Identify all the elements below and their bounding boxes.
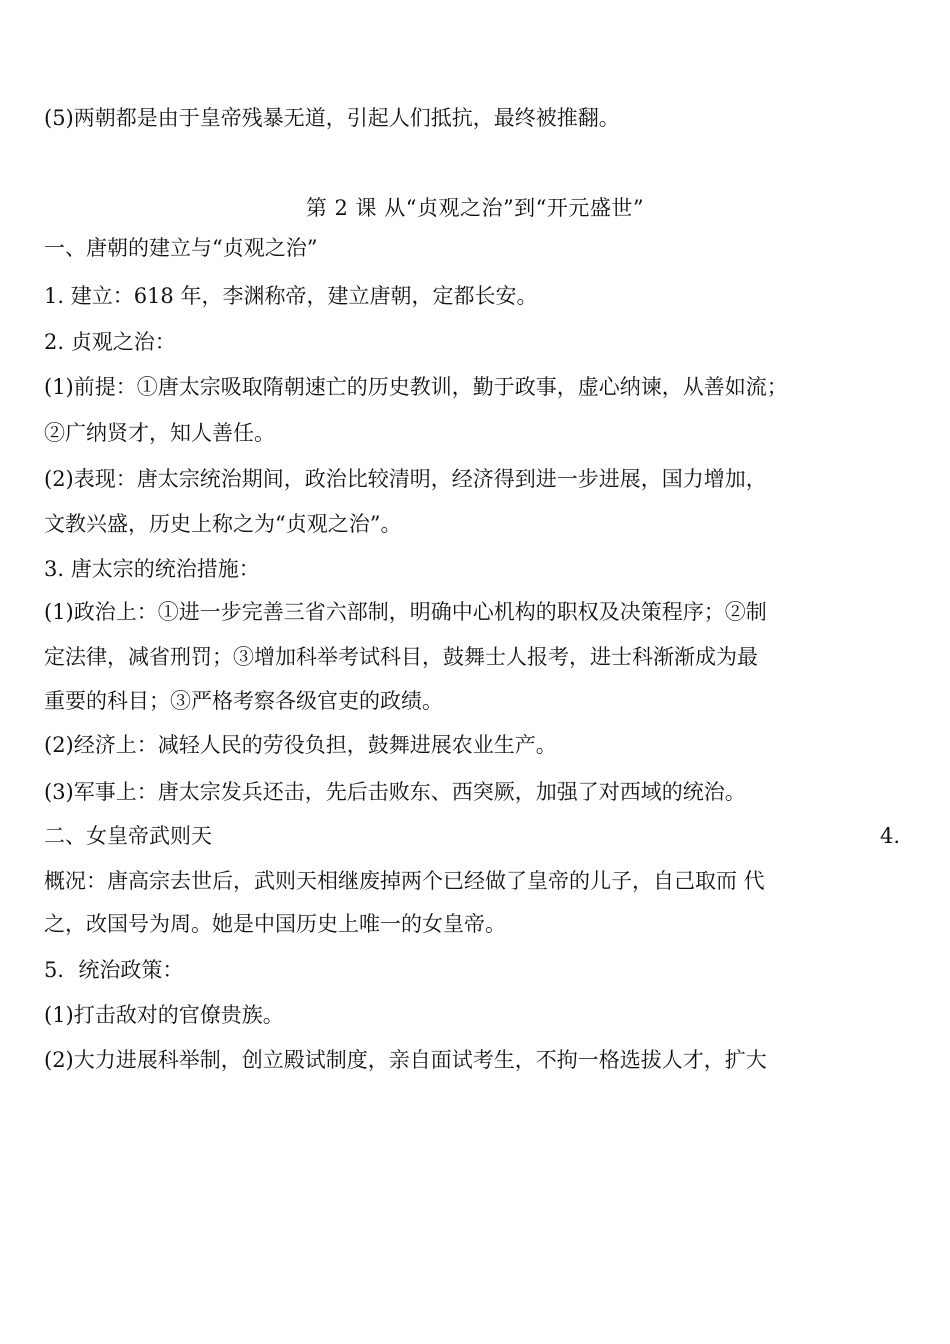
item3-1c: 重要的科目；③严格考察各级官吏的政绩。 bbox=[44, 689, 443, 713]
intro-line: (5)两朝都是由于皇帝残暴无道，引起人们抵抗，最终被推翻。 bbox=[44, 106, 620, 130]
item3-2: (2)经济上：减轻人民的劳役负担，鼓舞进展农业生产。 bbox=[44, 733, 557, 757]
lesson-title-text: 第 2 课 从“贞观之治”到“开元盛世” bbox=[305, 196, 645, 220]
item2-2a: (2)表现：唐太宗统治期间，政治比较清明，经济得到进一步进展，国力增加， bbox=[44, 467, 767, 491]
item4b: 之，改国号为周。她是中国历史上唯一的女皇帝。 bbox=[44, 912, 506, 936]
item2-1b: ②广纳贤才，知人善任。 bbox=[44, 421, 275, 445]
item3: 3. 唐太宗的统治措施： bbox=[44, 557, 260, 581]
section1-heading: 一、唐朝的建立与“贞观之治” bbox=[44, 236, 318, 260]
item5-1: (1)打击敌对的官僚贵族。 bbox=[44, 1003, 284, 1027]
item5: 5．统治政策： bbox=[44, 958, 184, 982]
item3-1b: 定法律，减省刑罚；③增加科举考试科目，鼓舞士人报考，进士科渐渐成为最 bbox=[44, 645, 758, 669]
item3-3: (3)军事上：唐太宗发兵还击，先后击败东、西突厥，加强了对西域的统治。 bbox=[44, 780, 746, 804]
item5-2: (2)大力进展科举制，创立殿试制度，亲自面试考生，不拘一格选拔人才，扩大 bbox=[44, 1048, 767, 1072]
item2-1a: (1)前提：①唐太宗吸取隋朝速亡的历史教训，勤于政事，虚心纳谏，从善如流； bbox=[44, 375, 788, 399]
item2-2b: 文教兴盛，历史上称之为“贞观之治”。 bbox=[44, 512, 402, 536]
item4a: 概况：唐高宗去世后，武则天相继废掉两个已经做了皇帝的儿子，自己取而 代 bbox=[44, 869, 765, 893]
lesson-title bbox=[0, 193, 950, 223]
section2-heading: 二、女皇帝武则天 bbox=[44, 824, 212, 848]
item2: 2. 贞观之治： bbox=[44, 330, 176, 354]
item4-number: 4. bbox=[880, 824, 901, 848]
item3-1a: (1)政治上：①进一步完善三省六部制，明确中心机构的职权及决策程序；②制 bbox=[44, 600, 767, 624]
item1: 1. 建立：618 年，李渊称帝，建立唐朝，定都长安。 bbox=[44, 284, 538, 308]
